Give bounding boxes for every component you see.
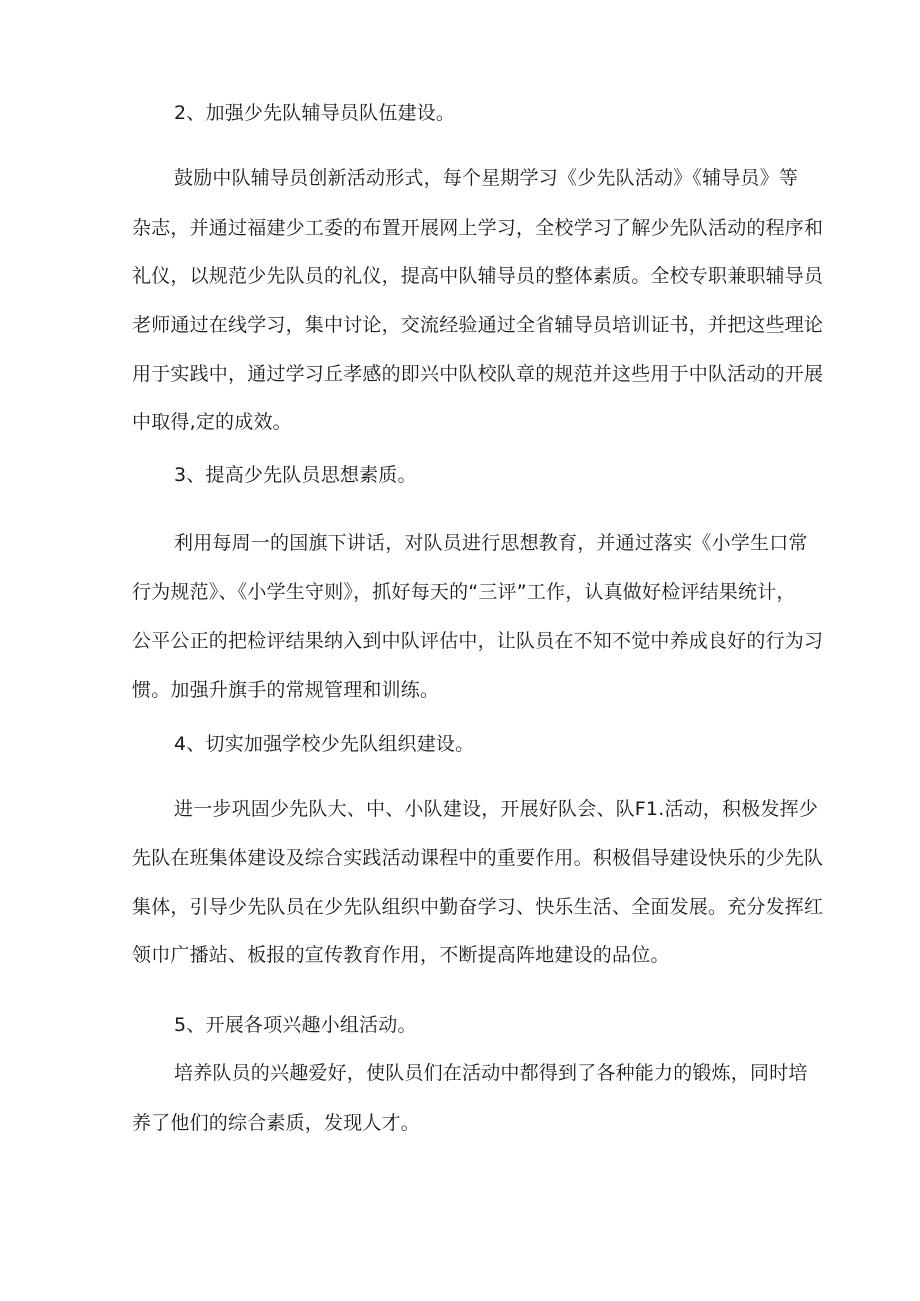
paragraph-line: 养了他们的综合素质，发现人才。	[132, 1112, 421, 1134]
paragraph-line: 行为规范》、《小学生守则》，抓好每天的“三评”工作，认真做好检评结果统计，	[132, 581, 796, 603]
paragraph-line: 用于实践中，通过学习丘孝感的即兴中队校队章的规范并这些用于中队活动的开展	[132, 363, 824, 385]
heading-text: 4、切实加强学校少先队组织建设。	[174, 733, 475, 755]
paragraph-line: 惯。加强升旗手的常规管理和训练。	[132, 679, 440, 701]
paragraph-line: 集体，引导少先队员在少先队组织中勤奋学习、快乐生活、全面发展。充分发挥红	[132, 896, 824, 918]
paragraph-line: 公平公正的把检评结果纳入到中队评估中，让队员在不知不觉中养成良好的行为习	[132, 630, 824, 652]
paragraph-line: 领巾广播站、板报的宣传教育作用，不断提高阵地建设的品位。	[132, 944, 670, 966]
paragraph-line: 中取得,定的成效。	[132, 411, 292, 433]
heading-text: 3、提高少先队员思想素质。	[174, 464, 417, 486]
paragraph-line: 利用每周一的国旗下讲话，对队员进行思想教育，并通过落实《小学生口常	[174, 532, 808, 554]
heading-text: 2、加强少先队辅导员队伍建设。	[174, 102, 456, 124]
paragraph-line: 进一步巩固少先队大、中、小队建设，开展好队会、队F1.活动，积极发挥少	[174, 798, 819, 820]
heading-text: 5、开展各项兴趣小组活动。	[174, 1014, 417, 1036]
paragraph-line: 培养队员的兴趣爱好，使队员们在活动中都得到了各种能力的锻炼，同时培	[174, 1062, 808, 1084]
paragraph-line: 先队在班集体建设及综合实践活动课程中的重要作用。积极倡导建设快乐的少先队	[132, 847, 824, 869]
paragraph-line: 鼓励中队辅导员创新活动形式，每个星期学习《少先队活动》《辅导员》等	[174, 167, 799, 189]
paragraph-line: 礼仪，以规范少先队员的礼仪，提高中队辅导员的整体素质。全校专职兼职辅导员	[132, 265, 824, 287]
paragraph-line: 老师通过在线学习，集中讨论，交流经验通过全省辅导员培训证书，并把这些理论	[132, 314, 824, 336]
paragraph-line: 杂志，并通过福建少工委的布置开展网上学习，全校学习了解少先队活动的程序和	[132, 217, 824, 239]
